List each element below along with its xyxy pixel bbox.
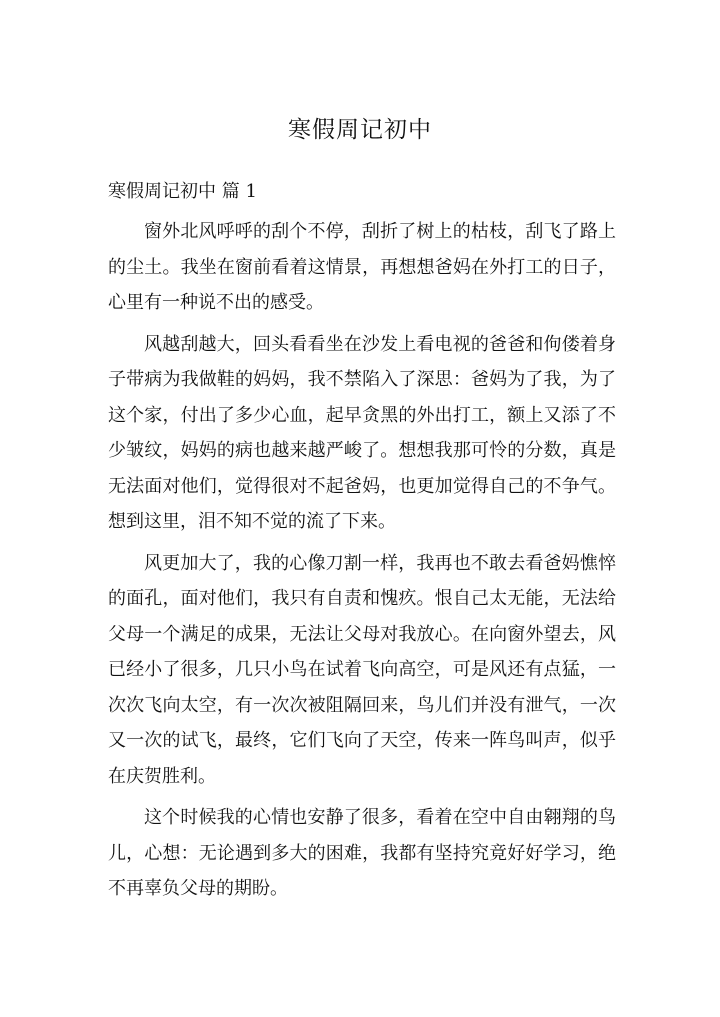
document-body	[108, 214, 616, 913]
document-title: 寒假周记初中	[288, 117, 432, 143]
paragraph: 风更加大了，我的心像刀割一样，我再也不敢去看爸妈憔悴的面孔，面对他们，我只有自责和愧疚。恨自己太无能，无法给父母一个满足的成果，无法让父母对我放心。在向窗外望去，风已经小了很多，几只小鸟在试着飞向高空，可是风还有点猛，一次次飞向太空，有一次次被阻隔回来，鸟儿们并没有泄气，一次又一次的试飞，最终，它们飞向了天空，传来一阵鸟叫声，似乎在庆贺胜利。	[108, 552, 616, 787]
section-heading: 寒假周记初中 篇 1	[108, 181, 257, 202]
paragraph: 窗外北风呼呼的刮个不停，刮折了树上的枯枝，刮飞了路上的尘土。我坐在窗前看着这情景，再想想爸妈在外打工的日子，心里有一种说不出的感受。	[108, 221, 616, 313]
paragraph: 风越刮越大，回头看看坐在沙发上看电视的爸爸和佝偻着身子带病为我做鞋的妈妈，我不禁陷入了深思：爸妈为了我，为了这个家，付出了多少心血，起早贪黑的外出打工，额上又添了不少皱纹，妈妈的病也越来越严峻了。想想我那可怜的分数，真是无法面对他们，觉得很对不起爸妈，也更加觉得自己的不争气。想到这里，泪不知不觉的流了下来。	[108, 333, 616, 532]
paragraph: 这个时候我的心情也安静了很多，看着在空中自由翱翔的鸟儿，心想：无论遇到多大的困难，我都有坚持究竟好好学习，绝不再辜负父母的期盼。	[108, 807, 616, 899]
